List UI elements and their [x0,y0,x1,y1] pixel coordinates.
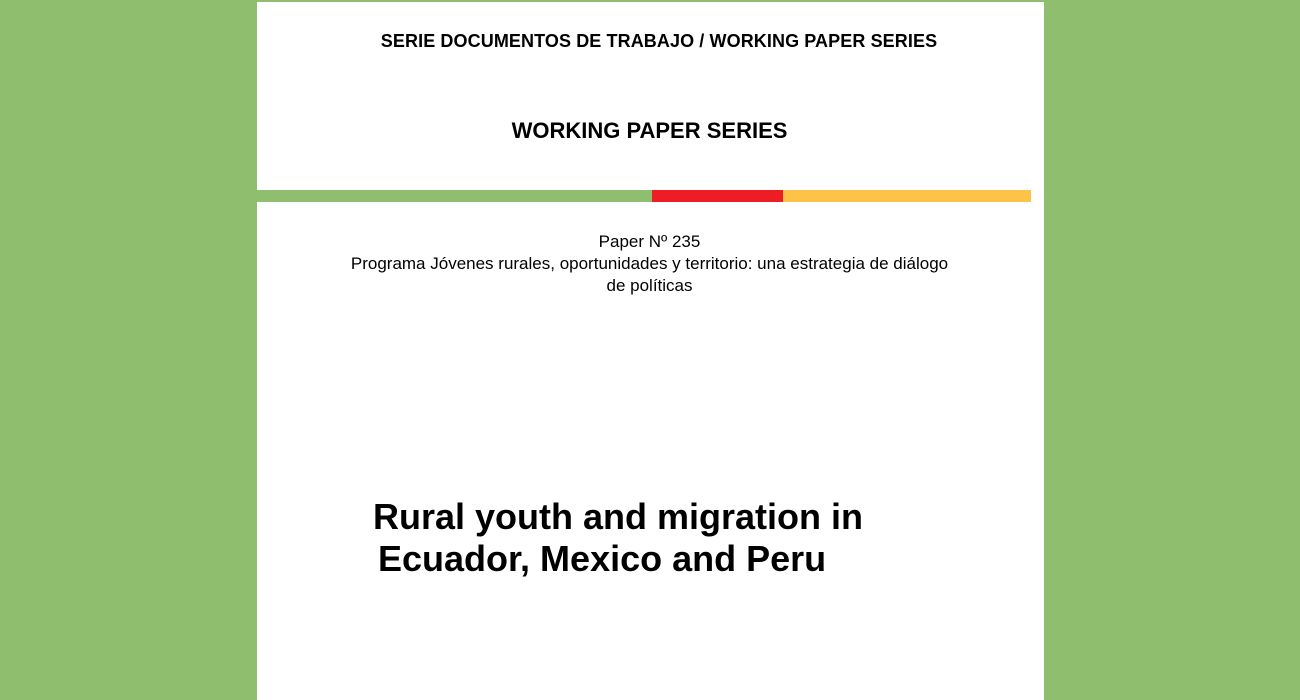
document-title [373,496,863,580]
document-title-line-1: Rural youth and migration in [373,496,864,537]
color-band-red [652,190,783,202]
paper-number: Paper Nº 235 [598,232,701,251]
color-band-yellow [783,190,1031,202]
document-title-line-2: Ecuador, Mexico and Peru [378,538,827,579]
series-header: SERIE DOCUMENTOS DE TRABAJO / WORKING PAPER SERIES [380,31,938,51]
color-band-green [257,190,652,202]
color-band [257,190,1031,202]
series-title: WORKING PAPER SERIES [511,118,788,143]
paper-info [257,231,1042,297]
document-page [257,2,1044,700]
program-name: Programa Jóvenes rurales, oportunidades y territorio: una estrategia de diálogo de políticas [350,254,949,295]
